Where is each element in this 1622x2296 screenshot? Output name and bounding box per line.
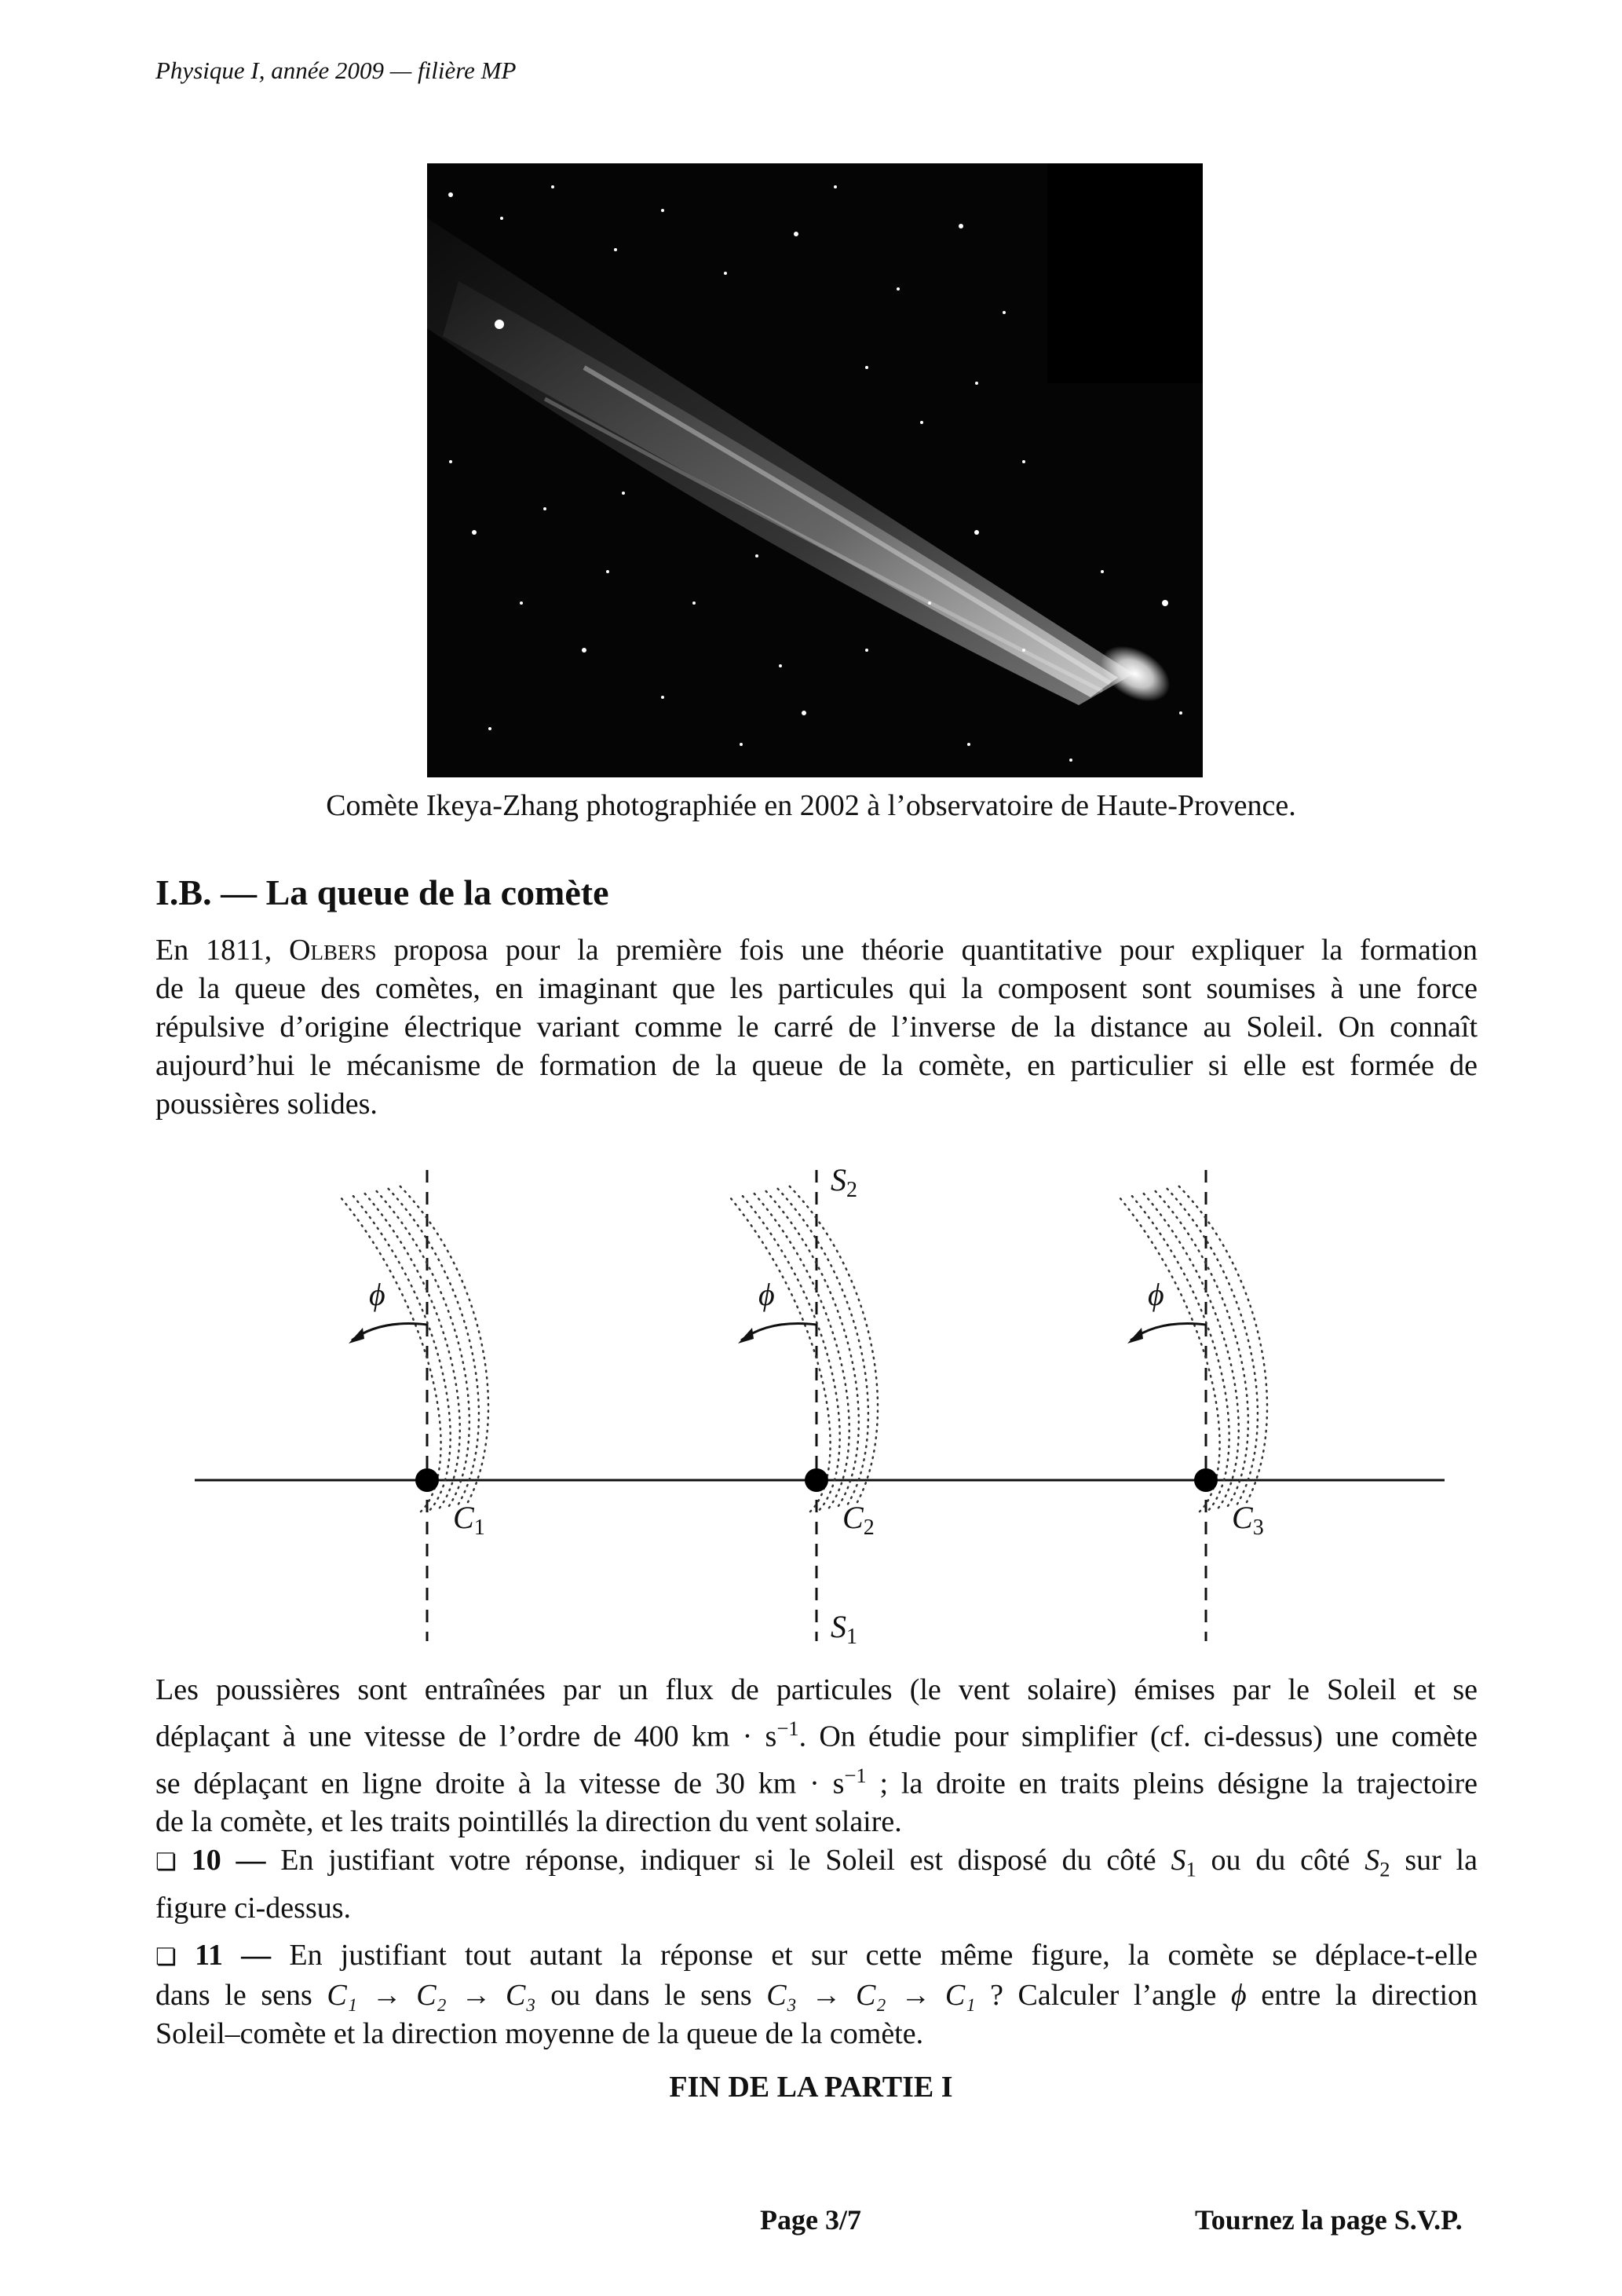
question-10 — [155, 1841, 1478, 1928]
q10-number: 10 — — [191, 1844, 266, 1877]
tail-dotted-curve — [374, 1189, 469, 1506]
tail-dotted-curve — [753, 1192, 849, 1508]
checkbox-icon: ❏ — [155, 1943, 177, 1971]
comet-unit-3 — [1120, 1170, 1267, 1641]
solar-wind-paragraph — [155, 1671, 1478, 1841]
photo-caption: Comète Ikeya-Zhang photographiée en 2002 à l’observatoire de Haute-Provence. — [326, 789, 1296, 822]
tail-dotted-curve — [386, 1186, 479, 1504]
comet-photo-image — [427, 163, 1203, 777]
comet-photo — [427, 163, 1203, 777]
running-header: Physique I, année 2009 — filière MP — [155, 57, 517, 84]
phi-label-3: ϕ — [1148, 1277, 1164, 1312]
checkbox-icon: ❏ — [155, 1848, 177, 1876]
label-c3: $C_3$ — [1232, 1500, 1264, 1540]
phi-label-1: ϕ — [369, 1277, 385, 1312]
tail-dotted-curve — [1120, 1197, 1220, 1512]
intro-paragraph — [155, 931, 1478, 1124]
angle-arrowhead — [1127, 1328, 1143, 1344]
tail-dotted-curve — [363, 1192, 460, 1508]
question-11 — [155, 1936, 1478, 2053]
q11-number: 11 — — [195, 1939, 272, 1972]
tail-dotted-curve — [764, 1189, 859, 1506]
comet-position-dot — [415, 1468, 439, 1492]
page-number: Page 3/7 — [760, 2204, 861, 2236]
author-name: Olbers — [289, 934, 377, 967]
tail-dotted-curve — [341, 1197, 441, 1512]
solar-line-4: de la comète, et les traits pointillés la direction du vent solaire. — [155, 1805, 902, 1839]
label-c1: $C_1$ — [453, 1500, 485, 1540]
q10-line-1: ❏ 10 — En justifiant votre réponse, indiquer si le Soleil est disposé du côté $S_1$ ou du côté $S_2$ sur la — [155, 1844, 1478, 1881]
comet-tail-figure — [0, 1154, 1622, 1657]
sequence-forward: C₁ → C₂ → C₃ — [327, 1979, 536, 2012]
intro-line-4: aujourd’hui le mécanisme de formation de la queue de la comète, en particulier si elle est formée de — [155, 1049, 1478, 1082]
intro-line-5: poussières solides. — [155, 1088, 378, 1121]
q10-line-2: figure ci-dessus. — [155, 1891, 352, 1925]
end-of-part-title: FIN DE LA PARTIE I — [669, 2071, 953, 2104]
tail-dotted-curve — [1176, 1183, 1267, 1502]
intro-line-3: répulsive d’origine électrique variant comme le carré de l’inverse de la distance au Soleil. On connaît — [155, 1011, 1478, 1044]
comet-position-dot — [1194, 1468, 1218, 1492]
q11-line-2: dans le sens C₁ → C₂ → C₃ ou dans le sens C₃ → C₂ → C₁ ? Calculer l’angle ϕ entre la direction — [155, 1979, 1478, 2012]
tail-dotted-curve — [730, 1197, 831, 1512]
solar-line-3: se déplaçant en ligne droite à la vitesse de 30 km · $s^{-1}$ ; la droite en traits pleins désigne la trajectoire — [155, 1763, 1478, 1801]
q11-line-1: ❏ 11 — En justifiant tout autant la réponse et sur cette même figure, la comète se déplace-t-elle — [155, 1936, 1478, 1976]
comet-unit-2 — [730, 1170, 878, 1641]
label-s1: $S_1$ — [831, 1609, 857, 1649]
section-title: I.B. — La queue de la comète — [155, 872, 609, 912]
intro-line-1: En 1811, Olbers proposa pour la première fois une théorie quantitative pour expliquer la formation — [155, 934, 1478, 967]
solar-line-2: déplaçant à une vitesse de l’ordre de 400 km · $s^{-1}$. On étudie pour simplifier (cf. ci-dessus) une comète — [155, 1717, 1478, 1753]
tail-dotted-curve — [397, 1183, 488, 1502]
tail-dotted-curve — [787, 1183, 878, 1502]
intro-line-2: de la queue des comètes, en imaginant que les particules qui la composent sont soumises à une force — [155, 972, 1478, 1005]
label-s2: $S_2$ — [831, 1162, 857, 1202]
tail-dotted-curve — [1165, 1186, 1258, 1504]
angle-arrowhead — [738, 1328, 754, 1344]
angle-arrowhead — [349, 1328, 364, 1344]
q11-line-3: Soleil–comète et la direction moyenne de la queue de la comète. — [155, 2017, 924, 2050]
tail-dotted-curve — [1153, 1189, 1248, 1506]
comet-position-dot — [805, 1468, 828, 1492]
phi-label-2: ϕ — [758, 1277, 775, 1312]
solar-line-1: Les poussières sont entraînées par un flux de particules (le vent solaire) émises par le Soleil et se — [155, 1673, 1478, 1706]
comet-unit-1 — [341, 1170, 488, 1641]
turn-page-note: Tournez la page S.V.P. — [1195, 2204, 1463, 2236]
label-c2: $C_2$ — [842, 1500, 875, 1540]
tail-dotted-curve — [776, 1186, 868, 1504]
sequence-backward: C₃ → C₂ → C₁ — [766, 1979, 976, 2012]
tail-dotted-curve — [1142, 1192, 1239, 1508]
